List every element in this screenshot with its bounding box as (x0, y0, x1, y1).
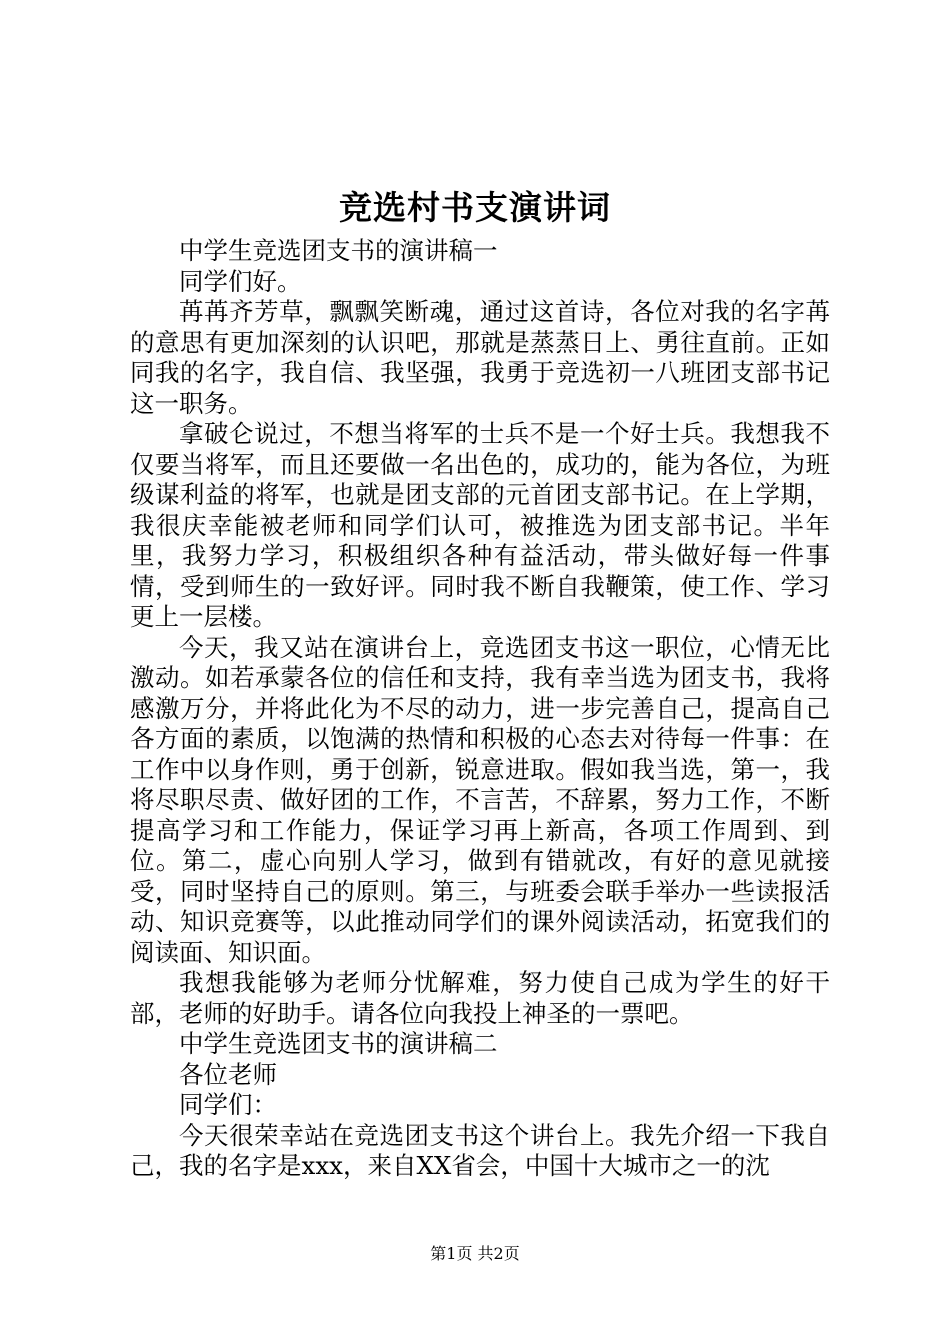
paragraph-greeting: 同学们好。 (179, 266, 302, 296)
paragraph-students: 同学们： (179, 1090, 277, 1119)
paragraph-today: 今天，我又站在演讲台上，竞选团支书这一职位，心情无比激动。如若承蒙各位的信任和支持，我有幸当选为团支书，我将感激万分，并将此化为不尽的动力，进一步完善自己，提高自己各方面的素质，以饱满的热情和积极的心态去对待每一件事：在工作中以身作则，勇于创新，锐意进取。假如我当选，第一，我将尽职尽责、做好团的工作，不言苦，不辞累，努力工作，不断提高学习和工作能力，保证学习再上新高，各项工作周到、到位。第二，虚心向别人学习，做到有错就改，有好的意见就接受，同时坚持自己的原则。第三，与班委会联手举办一些读报活动、知识竞赛等，以此推动同学们的课外阅读活动，拓宽我们的阅读面、知识面。 (130, 632, 830, 967)
document-body (130, 236, 830, 1182)
paragraph-self-intro: 今天很荣幸站在竞选团支书这个讲台上。我先介绍一下我自己，我的名字是xxx，来自XX省会，中国十大城市之一的沈 (130, 1120, 830, 1180)
paragraph-speech-two-heading: 中学生竞选团支书的演讲稿二 (179, 1029, 498, 1058)
paragraph-speech-one-heading: 中学生竞选团支书的演讲稿一 (179, 236, 498, 265)
page-number-footer: 第1页 共2页 (430, 1244, 520, 1263)
paragraph-teachers: 各位老师 (179, 1059, 277, 1089)
paragraph-closing: 我想我能够为老师分忧解难，努力使自己成为学生的好干部，老师的好助手。请各位向我投上神圣的一票吧。 (130, 968, 830, 1028)
paragraph-napoleon: 拿破仑说过，不想当将军的士兵不是一个好士兵。我想我不仅要当将军，而且还要做一名出色的，成功的，能为各位，为班级谋利益的将军，也就是团支部的元首团支部书记。在上学期，我很庆幸能被老师和同学们认可，被推选为团支部书记。半年里，我努力学习，积极组织各种有益活动，带头做好每一件事情，受到师生的一致好评。同时我不断自我鞭策，使工作、学习更上一层楼。 (130, 419, 830, 631)
document-title: 竞选村书支演讲词 (339, 188, 611, 227)
paragraph-name-intro: 苒苒齐芳草，飘飘笑断魂，通过这首诗，各位对我的名字苒的意思有更加深刻的认识吧，那就是蒸蒸日上、勇往直前。正如同我的名字，我自信、我坚强，我勇于竞选初一八班团支部书记这一职务。 (130, 297, 830, 418)
